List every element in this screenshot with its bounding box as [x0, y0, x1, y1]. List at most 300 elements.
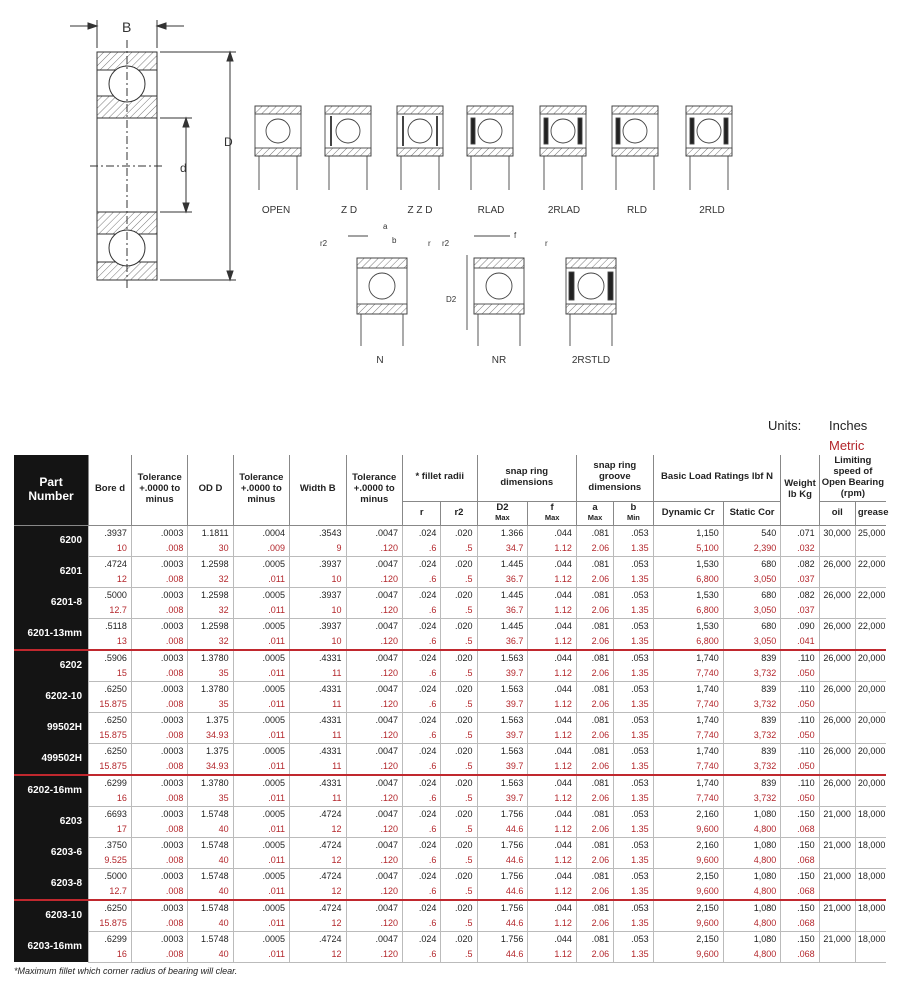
inch-value-cell: .044 — [528, 525, 577, 541]
metric-value-cell: 9,600 — [653, 947, 723, 963]
metric-value-cell: 12 — [290, 916, 346, 932]
inch-value-cell: .110 — [781, 712, 819, 728]
part-number-cell: 6203-6 — [14, 837, 89, 868]
inch-value-cell: .0003 — [131, 587, 187, 603]
header-bore: Bore d — [89, 455, 132, 525]
metric-value-cell: 10 — [290, 603, 346, 619]
metric-value-cell — [855, 822, 886, 838]
inch-value-cell: .081 — [576, 775, 613, 791]
inch-value-cell: .150 — [781, 837, 819, 853]
bearing-type-row-2 — [348, 236, 616, 346]
metric-value-cell: .120 — [346, 666, 402, 682]
metric-value-cell — [819, 947, 855, 963]
metric-value-cell: 7,740 — [653, 759, 723, 775]
inch-value-cell: .081 — [576, 618, 613, 634]
metric-value-cell: 1.12 — [528, 666, 577, 682]
metric-value-cell: 4,800 — [723, 916, 781, 932]
inch-value-cell: .4724 — [290, 931, 346, 947]
metric-value-cell: .011 — [233, 634, 289, 650]
metric-value-cell: 6,800 — [653, 603, 723, 619]
inch-value-cell: .0003 — [131, 712, 187, 728]
inch-value-cell: .4331 — [290, 743, 346, 759]
inch-value-cell: 1,740 — [653, 775, 723, 791]
metric-value-cell — [855, 759, 886, 775]
inch-value-cell: .150 — [781, 931, 819, 947]
inch-value-cell: 21,000 — [819, 868, 855, 884]
inch-value-cell: .0047 — [346, 587, 402, 603]
metric-value-cell — [855, 884, 886, 900]
dim-label-f: f — [514, 231, 517, 240]
inch-value-cell: .0005 — [233, 743, 289, 759]
metric-value-cell: 7,740 — [653, 791, 723, 807]
inch-value-cell: 1,150 — [653, 525, 723, 541]
inch-value-cell: .024 — [402, 931, 440, 947]
inch-value-cell: .020 — [441, 681, 477, 697]
metric-value-cell: 1.12 — [528, 916, 577, 932]
metric-value-cell: .120 — [346, 728, 402, 744]
metric-value-cell: 2.06 — [576, 603, 613, 619]
inch-value-cell: .110 — [781, 681, 819, 697]
metric-value-cell: 16 — [89, 791, 132, 807]
metric-value-cell: 5,100 — [653, 541, 723, 557]
metric-value-cell — [819, 759, 855, 775]
metric-value-cell: 1.35 — [614, 634, 654, 650]
inch-value-cell: .3543 — [290, 525, 346, 541]
metric-value-cell: 40 — [188, 884, 233, 900]
metric-value-cell: 3,732 — [723, 728, 781, 744]
inch-value-cell: 1.2598 — [188, 618, 233, 634]
inch-value-cell: .024 — [402, 837, 440, 853]
header-snap-ring: snap ring dimensions — [477, 455, 576, 501]
inch-value-cell: 1,080 — [723, 806, 781, 822]
header-fillet-radii: * fillet radii — [402, 455, 477, 501]
metric-value-cell: 15.875 — [89, 916, 132, 932]
metric-value-cell: .120 — [346, 822, 402, 838]
inch-value-cell: 1,080 — [723, 931, 781, 947]
inch-value-cell: 839 — [723, 712, 781, 728]
part-number-cell: 6200 — [14, 525, 89, 556]
metric-value-cell: 32 — [188, 603, 233, 619]
inch-value-cell: .024 — [402, 681, 440, 697]
type-label-open: OPEN — [261, 205, 291, 216]
inch-value-cell: 1.1811 — [188, 525, 233, 541]
metric-value-cell: 4,800 — [723, 947, 781, 963]
inch-value-cell: 1.445 — [477, 618, 528, 634]
metric-value-cell: 34.93 — [188, 728, 233, 744]
table-row-inch — [14, 806, 886, 822]
metric-value-cell — [819, 541, 855, 557]
inch-value-cell: .0047 — [346, 775, 402, 791]
inch-value-cell: .053 — [614, 837, 654, 853]
metric-value-cell: .6 — [402, 884, 440, 900]
metric-value-cell — [819, 666, 855, 682]
metric-value-cell — [855, 603, 886, 619]
metric-value-cell: 40 — [188, 822, 233, 838]
header-od: OD D — [188, 455, 233, 525]
dim-label-r2-nr: r2 — [442, 239, 450, 248]
metric-value-cell: 12.7 — [89, 884, 132, 900]
table-row-inch — [14, 868, 886, 884]
metric-value-cell: 39.7 — [477, 666, 528, 682]
metric-value-cell: 1.12 — [528, 541, 577, 557]
header-tolerance-width: Tolerance +.0000 to minus — [346, 455, 402, 525]
metric-value-cell: 10 — [290, 572, 346, 588]
metric-value-cell: .037 — [781, 603, 819, 619]
table-row-metric — [14, 884, 886, 900]
inch-value-cell: .0005 — [233, 931, 289, 947]
metric-value-cell: .068 — [781, 916, 819, 932]
inch-value-cell: .024 — [402, 587, 440, 603]
dim-label-a: a — [383, 222, 388, 231]
metric-value-cell: 1.12 — [528, 822, 577, 838]
type-label-2rstld: 2RSTLD — [571, 355, 611, 366]
table-row-inch — [14, 931, 886, 947]
inch-value-cell: .0005 — [233, 681, 289, 697]
metric-value-cell: 1.12 — [528, 603, 577, 619]
dim-label-d2: D2 — [446, 295, 457, 304]
inch-value-cell: .0004 — [233, 525, 289, 541]
metric-value-cell: 12 — [290, 947, 346, 963]
metric-value-cell: 9,600 — [653, 884, 723, 900]
metric-value-cell: .6 — [402, 728, 440, 744]
header-dynamic: Dynamic Cr — [653, 501, 723, 525]
metric-value-cell: .050 — [781, 728, 819, 744]
inch-value-cell: .081 — [576, 556, 613, 572]
inch-value-cell: 30,000 — [819, 525, 855, 541]
metric-value-cell: 6,800 — [653, 572, 723, 588]
inch-value-cell: 1.5748 — [188, 806, 233, 822]
inch-value-cell: 839 — [723, 650, 781, 666]
metric-value-cell — [819, 603, 855, 619]
inch-value-cell: .020 — [441, 743, 477, 759]
metric-value-cell — [819, 728, 855, 744]
inch-value-cell: .024 — [402, 806, 440, 822]
inch-value-cell: .081 — [576, 931, 613, 947]
inch-value-cell: 1.756 — [477, 931, 528, 947]
main-cross-section — [70, 20, 236, 290]
header-fillet-r2: r2 — [441, 501, 477, 525]
metric-value-cell: .008 — [131, 791, 187, 807]
inch-value-cell: .0003 — [131, 775, 187, 791]
inch-value-cell: .3750 — [89, 837, 132, 853]
metric-value-cell: 9,600 — [653, 822, 723, 838]
metric-value-cell: .011 — [233, 697, 289, 713]
metric-value-cell: .008 — [131, 572, 187, 588]
metric-value-cell: 36.7 — [477, 603, 528, 619]
inch-value-cell: .0005 — [233, 806, 289, 822]
inch-value-cell: .0005 — [233, 900, 289, 916]
inch-value-cell: .024 — [402, 650, 440, 666]
metric-value-cell: 44.6 — [477, 853, 528, 869]
inch-value-cell: 21,000 — [819, 931, 855, 947]
metric-value-cell: 12 — [290, 822, 346, 838]
metric-value-cell — [819, 572, 855, 588]
metric-value-cell: 2.06 — [576, 916, 613, 932]
metric-value-cell: .011 — [233, 666, 289, 682]
metric-value-cell — [855, 541, 886, 557]
metric-value-cell: 4,800 — [723, 884, 781, 900]
header-weight: Weight lb Kg — [781, 455, 819, 525]
units-inches: Inches — [829, 418, 868, 433]
label-bore-d: d — [180, 161, 187, 175]
inch-value-cell: 2,160 — [653, 806, 723, 822]
metric-value-cell: .008 — [131, 697, 187, 713]
table-row-metric — [14, 572, 886, 588]
metric-value-cell: .120 — [346, 853, 402, 869]
metric-value-cell: .011 — [233, 947, 289, 963]
metric-value-cell: 36.7 — [477, 572, 528, 588]
metric-value-cell: .008 — [131, 822, 187, 838]
inch-value-cell: .081 — [576, 650, 613, 666]
inch-value-cell: .0005 — [233, 775, 289, 791]
metric-value-cell: 34.7 — [477, 541, 528, 557]
metric-value-cell: 40 — [188, 947, 233, 963]
inch-value-cell: .020 — [441, 525, 477, 541]
metric-value-cell: .011 — [233, 728, 289, 744]
inch-value-cell: .5000 — [89, 587, 132, 603]
header-width: Width B — [290, 455, 346, 525]
inch-value-cell: .053 — [614, 556, 654, 572]
metric-value-cell: 9,600 — [653, 916, 723, 932]
part-number-cell: 6203-16mm — [14, 931, 89, 962]
header-load-ratings: Basic Load Ratings lbf N — [653, 455, 781, 501]
table-row-inch — [14, 556, 886, 572]
inch-value-cell: 21,000 — [819, 806, 855, 822]
inch-value-cell: 18,000 — [855, 931, 886, 947]
dim-label-r2-n: r2 — [320, 239, 328, 248]
inch-value-cell: .0003 — [131, 868, 187, 884]
metric-value-cell: 1.12 — [528, 884, 577, 900]
metric-value-cell: 34.93 — [188, 759, 233, 775]
metric-value-cell: 3,732 — [723, 791, 781, 807]
metric-value-cell: 1.35 — [614, 853, 654, 869]
inch-value-cell: 21,000 — [819, 837, 855, 853]
inch-value-cell: .0005 — [233, 587, 289, 603]
metric-value-cell: .011 — [233, 759, 289, 775]
inch-value-cell: 1,080 — [723, 837, 781, 853]
inch-value-cell: .044 — [528, 587, 577, 603]
header-a: a Max — [576, 501, 613, 525]
inch-value-cell: .0003 — [131, 618, 187, 634]
inch-value-cell: .044 — [528, 681, 577, 697]
metric-value-cell: .050 — [781, 697, 819, 713]
inch-value-cell: .6250 — [89, 712, 132, 728]
inch-value-cell: 1.756 — [477, 806, 528, 822]
bearing-spec-table — [14, 455, 889, 963]
metric-value-cell: 2.06 — [576, 697, 613, 713]
metric-value-cell: 15.875 — [89, 759, 132, 775]
metric-value-cell: .011 — [233, 791, 289, 807]
metric-value-cell: .037 — [781, 572, 819, 588]
header-fillet-r: r — [402, 501, 440, 525]
metric-value-cell: 11 — [290, 759, 346, 775]
inch-value-cell: .0003 — [131, 837, 187, 853]
header-oil: oil — [819, 501, 855, 525]
metric-value-cell: .6 — [402, 697, 440, 713]
metric-value-cell: .011 — [233, 822, 289, 838]
inch-value-cell: 1.756 — [477, 900, 528, 916]
inch-value-cell: .0005 — [233, 868, 289, 884]
metric-value-cell: 1.12 — [528, 572, 577, 588]
inch-value-cell: 18,000 — [855, 900, 886, 916]
metric-value-cell: 9.525 — [89, 853, 132, 869]
metric-value-cell: 11 — [290, 791, 346, 807]
table-row-inch — [14, 587, 886, 603]
metric-value-cell: 32 — [188, 572, 233, 588]
metric-value-cell — [819, 853, 855, 869]
inch-value-cell: .053 — [614, 868, 654, 884]
inch-value-cell: 1.756 — [477, 868, 528, 884]
inch-value-cell: .044 — [528, 931, 577, 947]
inch-value-cell: 1.563 — [477, 681, 528, 697]
metric-value-cell: 1.35 — [614, 791, 654, 807]
metric-value-cell: 2,390 — [723, 541, 781, 557]
inch-value-cell: .081 — [576, 837, 613, 853]
inch-value-cell: .020 — [441, 775, 477, 791]
inch-value-cell: .6693 — [89, 806, 132, 822]
metric-value-cell: 44.6 — [477, 916, 528, 932]
part-number-cell: 6201 — [14, 556, 89, 587]
metric-value-cell — [855, 697, 886, 713]
metric-value-cell: .6 — [402, 759, 440, 775]
metric-value-cell: 1.35 — [614, 541, 654, 557]
inch-value-cell: .020 — [441, 587, 477, 603]
table-row-metric — [14, 759, 886, 775]
metric-value-cell: .5 — [441, 822, 477, 838]
metric-value-cell: .6 — [402, 916, 440, 932]
metric-value-cell: .120 — [346, 916, 402, 932]
metric-value-cell: 2.06 — [576, 572, 613, 588]
inch-value-cell: .053 — [614, 712, 654, 728]
inch-value-cell: 2,150 — [653, 931, 723, 947]
header-d2: D2 Max — [477, 501, 528, 525]
metric-value-cell: 3,050 — [723, 603, 781, 619]
metric-value-cell: .5 — [441, 791, 477, 807]
header-f: f Max — [528, 501, 577, 525]
metric-value-cell: .6 — [402, 634, 440, 650]
inch-value-cell: 1.5748 — [188, 868, 233, 884]
inch-value-cell: .0003 — [131, 650, 187, 666]
inch-value-cell: 1.3780 — [188, 681, 233, 697]
metric-value-cell — [855, 666, 886, 682]
inch-value-cell: .044 — [528, 712, 577, 728]
inch-value-cell: .044 — [528, 556, 577, 572]
part-number-cell: 6202-10 — [14, 681, 89, 712]
inch-value-cell: 25,000 — [855, 525, 886, 541]
metric-value-cell: .008 — [131, 634, 187, 650]
table-row-metric — [14, 947, 886, 963]
inch-value-cell: .0005 — [233, 650, 289, 666]
metric-value-cell: 1.35 — [614, 884, 654, 900]
inch-value-cell: .110 — [781, 650, 819, 666]
table-row-metric — [14, 853, 886, 869]
type-label-2rld: 2RLD — [699, 205, 725, 216]
inch-value-cell: .0005 — [233, 556, 289, 572]
metric-value-cell — [855, 916, 886, 932]
inch-value-cell: .024 — [402, 525, 440, 541]
inch-value-cell: 2,150 — [653, 868, 723, 884]
metric-value-cell: .011 — [233, 884, 289, 900]
metric-value-cell: .068 — [781, 853, 819, 869]
inch-value-cell: .044 — [528, 618, 577, 634]
inch-value-cell: .024 — [402, 775, 440, 791]
inch-value-cell: .3937 — [290, 587, 346, 603]
part-number-cell: 6202 — [14, 650, 89, 682]
metric-value-cell: 1.35 — [614, 697, 654, 713]
inch-value-cell: .0003 — [131, 931, 187, 947]
metric-value-cell: .120 — [346, 634, 402, 650]
metric-value-cell — [855, 947, 886, 963]
inch-value-cell: .081 — [576, 806, 613, 822]
header-limiting-speed: Limiting speed of Open Bearing (rpm) — [819, 455, 886, 501]
metric-value-cell: 7,740 — [653, 697, 723, 713]
metric-value-cell: 2.06 — [576, 541, 613, 557]
inch-value-cell: .0047 — [346, 900, 402, 916]
type-label-n: N — [376, 355, 384, 366]
metric-value-cell: 1.35 — [614, 603, 654, 619]
bearing-diagram — [0, 0, 911, 380]
inch-value-cell: 26,000 — [819, 712, 855, 728]
metric-value-cell — [819, 791, 855, 807]
metric-value-cell: 39.7 — [477, 728, 528, 744]
metric-value-cell: .011 — [233, 603, 289, 619]
metric-value-cell: .011 — [233, 853, 289, 869]
inch-value-cell: .020 — [441, 931, 477, 947]
metric-value-cell: 44.6 — [477, 822, 528, 838]
metric-value-cell: 39.7 — [477, 697, 528, 713]
inch-value-cell: 1,740 — [653, 650, 723, 666]
metric-value-cell: 1.35 — [614, 759, 654, 775]
inch-value-cell: .0005 — [233, 712, 289, 728]
metric-value-cell: 1.35 — [614, 666, 654, 682]
table-row-metric — [14, 791, 886, 807]
metric-value-cell: 15.875 — [89, 697, 132, 713]
metric-value-cell — [819, 697, 855, 713]
inch-value-cell: 680 — [723, 587, 781, 603]
inch-value-cell: 20,000 — [855, 775, 886, 791]
inch-value-cell: .4331 — [290, 775, 346, 791]
inch-value-cell: 1.445 — [477, 587, 528, 603]
inch-value-cell: .024 — [402, 743, 440, 759]
inch-value-cell: .090 — [781, 618, 819, 634]
inch-value-cell: .053 — [614, 618, 654, 634]
metric-value-cell: .6 — [402, 603, 440, 619]
dim-label-r-n: r — [428, 239, 431, 248]
type-label-rlad: RLAD — [477, 205, 505, 216]
inch-value-cell: .024 — [402, 618, 440, 634]
inch-value-cell: 20,000 — [855, 681, 886, 697]
table-row-inch — [14, 525, 886, 541]
inch-value-cell: 26,000 — [819, 743, 855, 759]
table-row-inch — [14, 900, 886, 916]
inch-value-cell: 1.5748 — [188, 837, 233, 853]
metric-value-cell: 2.06 — [576, 853, 613, 869]
inch-value-cell: .4331 — [290, 681, 346, 697]
inch-value-cell: 1.563 — [477, 650, 528, 666]
inch-value-cell: .024 — [402, 556, 440, 572]
inch-value-cell: 26,000 — [819, 775, 855, 791]
inch-value-cell: .053 — [614, 775, 654, 791]
inch-value-cell: .082 — [781, 587, 819, 603]
metric-value-cell — [819, 916, 855, 932]
type-label-zzd: Z Z D — [407, 205, 433, 216]
metric-value-cell — [855, 853, 886, 869]
inch-value-cell: .5000 — [89, 868, 132, 884]
part-number-cell: 6203 — [14, 806, 89, 837]
metric-value-cell: .120 — [346, 541, 402, 557]
metric-value-cell: .008 — [131, 759, 187, 775]
inch-value-cell: .071 — [781, 525, 819, 541]
